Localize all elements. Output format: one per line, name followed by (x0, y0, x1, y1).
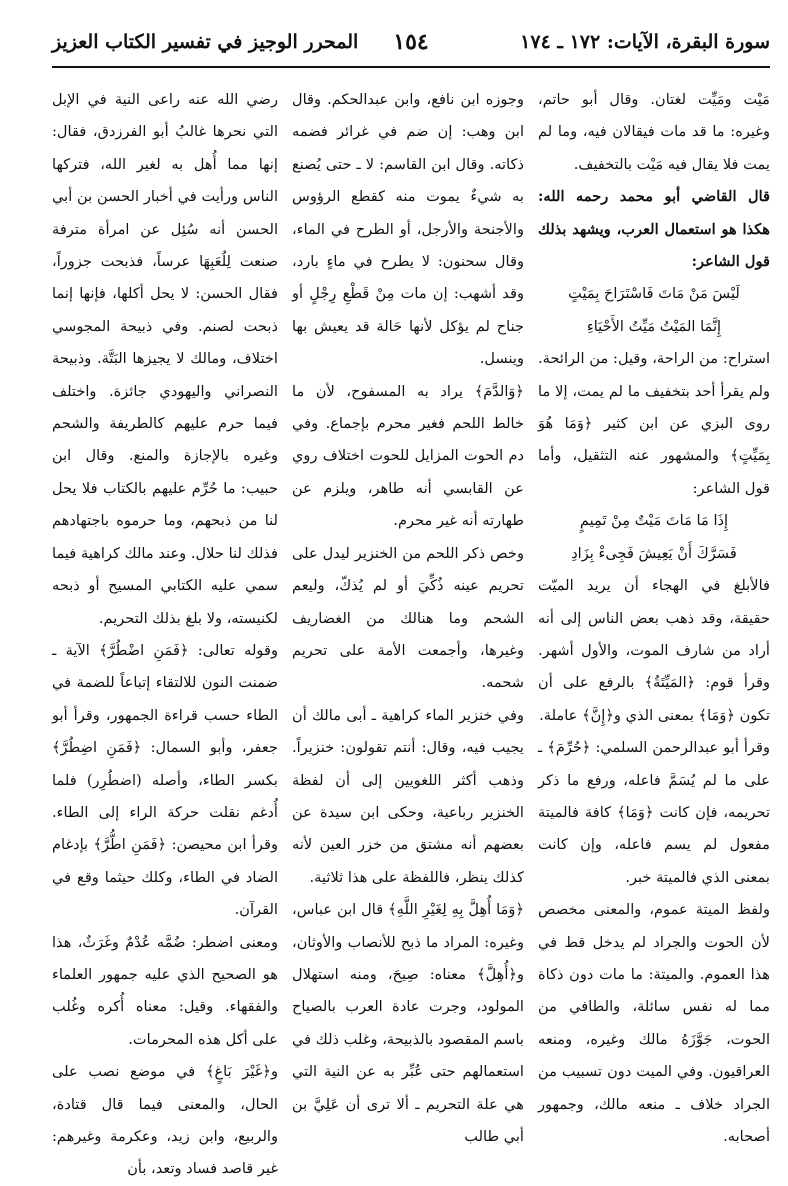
paragraph: وقوله تعالى: ﴿فَمَنِ اضْطُرَّ﴾ الآية ـ ضمنت النون للالتقاء إتباعاً للضمة في الطاء حسب قراءة الجمهور، وقرأ أبو جعفر، وأبو السمال: ﴿فَمَنِ اضِطُرَّ﴾ بكسر الطاء، وأصله (اضطُرِر) فلما أُدغم نقلت حركة الراء إلى الطاء. وقرأ ابن محيصن: ﴿فَمَنِ اطُّرَّ﴾ بإدغام الضاد في الطاء، وكلك حيثما وقع في القرآن. (52, 641, 278, 919)
paragraph: ﴿وَالدَّمَ﴾ يراد به المسفوح، لأن ما خالط اللحم فغير محرم بإجماع. وفي دم الحوت المزايل للحوت اختلاف روي عن القابسي أنه طاهر، ويلزم عن طهارته أنه غير محرم. (292, 382, 524, 530)
text-column-right (538, 84, 770, 1145)
poetry-verse: فَسَرَّكَ أَنْ يَعِيشَ فَجِىءْ بِزَادِ (571, 544, 737, 562)
paragraph: رضي الله عنه راعى النية في الإبل التي نحرها غالبُ أبو الفرزدق، فقال: إنها مما أُهل به لغير الله، فتركها الناس ورأيت في أخبار الحسن بن أبي الحسن أنه سُئِل عن امرأة مترفة صنعت لِلُعَبِهَا عرساً، فذبحت جزوراً، فقال الحسن: لا يحل أكلها، فإنها إنما ذبحت لصنم. وفي ذبيحة المجوسي اختلاف، ومالك لا يجيزها البَتَّة. وذبيحة النصراني واليهودي جائزة. واختلف فيما حرم عليهم كالطريفة والشحم وغيره بالإجازة والمنع. وقال ابن حبيب: ما حُرِّم عليهم بالكتاب فلا يحل لنا من ذبحهم، وما حرموه باجتهادهم فذلك لنا حلال. وعند مالك كراهية فيما سمي عليه الكتابي المسيح أو ذبحه لكنيسته، ولا بلغ بذلك التحريم. (52, 91, 278, 627)
paragraph: ولفظ الميتة عموم، والمعنى مخصص لأن الحوت والجراد لم يدخل قط في هذا العموم. والميتة: ما مات دون ذكاة مما له نفس سائلة، والطافي من الحوت، جَوَّزَهُ مالك وغيره، ومنعه العراقيون. وفي الميت دون تسبيب من الجراد خلاف ـ منعه مالك، وجمهور أصحابه. (538, 901, 770, 1145)
header-divider (52, 66, 770, 68)
surah-reference: سورة البقرة، الآيات: ١٧٢ ـ ١٧٤ (520, 31, 770, 53)
paragraph: فالأبلغ في الهجاء أن يريد الميّت حقيقة، وقد ذهب بعض الناس إلى أنه أراد من شارف الموت، والأول أشهر. وقرأ قوم: ﴿المَيِّتَةُ﴾ بالرفع على أن تكون ﴿وَمَا﴾ بمعنى الذي و﴿إِنَّ﴾ عاملة. (538, 577, 770, 724)
poetry-verse: إِذَا مَا مَاتَ مَيْتٌ مِنْ تَمِيمٍ (579, 512, 729, 530)
paragraph: و﴿غَيْرَ بَاغٍ﴾ في موضع نصب على الحال، والمعنى فيما قال قتادة، والربيع، وابن زيد، وعكرمة وغيرهم: غير قاصد فساد وتعد، بأن (52, 1063, 278, 1178)
text-column-left (52, 84, 278, 1178)
paragraph: ﴿وَمَا أُهِلَّ بِهِ لِغَيْرِ اللَّهِ﴾ قال ابن عباس، وغيره: المراد ما ذبح للأنصاب والأوثان، و﴿أُهِلَّ﴾ معناه: صِيحَ، ومنه استهلال المولود، وجرت عادة العرب بالصياح باسم المقصود بالذبيحة، وغلب ذلك في استعمالهم حتى عُبِّر به عن النية التي هي علة التحريم ـ ألا ترى أن عَلِيَّ بن أبي طالب (292, 901, 524, 1145)
page-header (52, 22, 770, 62)
paragraph: وقرأ أبو عبدالرحمن السلمي: ﴿حُرِّمَ﴾ ـ على ما لم يُسَمَّ فاعله، ورفع ما ذكر تحريمه، فإن كانت ﴿وَمَا﴾ كافة فالميتة مفعول لم يسم فاعله، وإن كانت بمعنى الذي فالميتة خبر. (538, 739, 770, 886)
paragraph: ومعنى اضطر: ضُمَّه عُدْمٌ وغَرَثٌ، هذا هو الصحيح الذي عليه جمهور العلماء والفقهاء. وقيل: معناه أُكره وغُلب على أكل هذه المحرمات. (52, 933, 278, 1048)
text-column-middle (292, 84, 524, 1145)
book-title: المحرر الوجيز في تفسير الكتاب العزيز (52, 31, 359, 53)
paragraph: وفي خنزير الماء كراهية ـ أبى مالك أن يجيب فيه، وقال: أنتم تقولون: خنزيراً. وذهب أكثر اللغويين إلى أن لفظة الخنزير رباعية، وحكى ابن سيدة عن بعضهم أنه مشتق من خزر العين لأنه كذلك ينظر، فاللفظة على هذا ثلاثية. (292, 706, 524, 886)
poetry-verse: لَيْسَ مَنْ مَاتَ فَاسْتَرَاحَ بِمَيْتٍ (568, 285, 740, 303)
paragraph: وخص ذكر اللحم من الخنزير ليدل على تحريم عينه ذُكِّيَ أو لم يُذكّ، وليعم الشحم وما هنالك من الغضاريف وغيرها، وأجمعت الأمة على تحريم شحمه. (292, 544, 524, 692)
paragraph: وجوزه ابن نافع، وابن عبدالحكم. وقال ابن وهب: إن ضم في غرائر فضمه ذكاته. وقال ابن القاسم: لا ـ حتى يُصنع به شيءٌ يموت منه كقطع الرؤوس والأجنحة والأرجل، أو الطرح في الماء، وقال سحنون: لا يطرح في ماءٍ بارد، وقد أشهب: إن مات مِنْ قَطْعِ رِجْلٍ أو جناح لم يؤكل لأنها حَالة قد يعيش بها وينسل. (292, 91, 524, 368)
page-number: ١٥٤ (393, 29, 429, 55)
paragraph: قال القاضي أبو محمد رحمه الله: هكذا هو استعمال العرب، ويشهد بذلك قول الشاعر: (538, 188, 770, 271)
paragraph: استراح: من الراحة، وقيل: من الرائحة. ولم يقرأ أحد بتخفيف ما لم يمت، إلا ما روى البزي عن ابن كثير ﴿وَمَا هُوَ بِمَيِّتٍ﴾ والمشهور عنه التثقيل، وأما قول الشاعر: (538, 350, 770, 497)
paragraph: مَيْت ومَيِّت لغتان. وقال أبو حاتم، وغيره: ما قد مات فيقالان فيه، وما لم يمت فلا يقال فيه مَيْت بالتخفيف. (538, 91, 770, 173)
poetry-verse: إِنَّمَا المَيْتُ مَيِّتُ الأَحْيَاءِ (586, 317, 722, 335)
